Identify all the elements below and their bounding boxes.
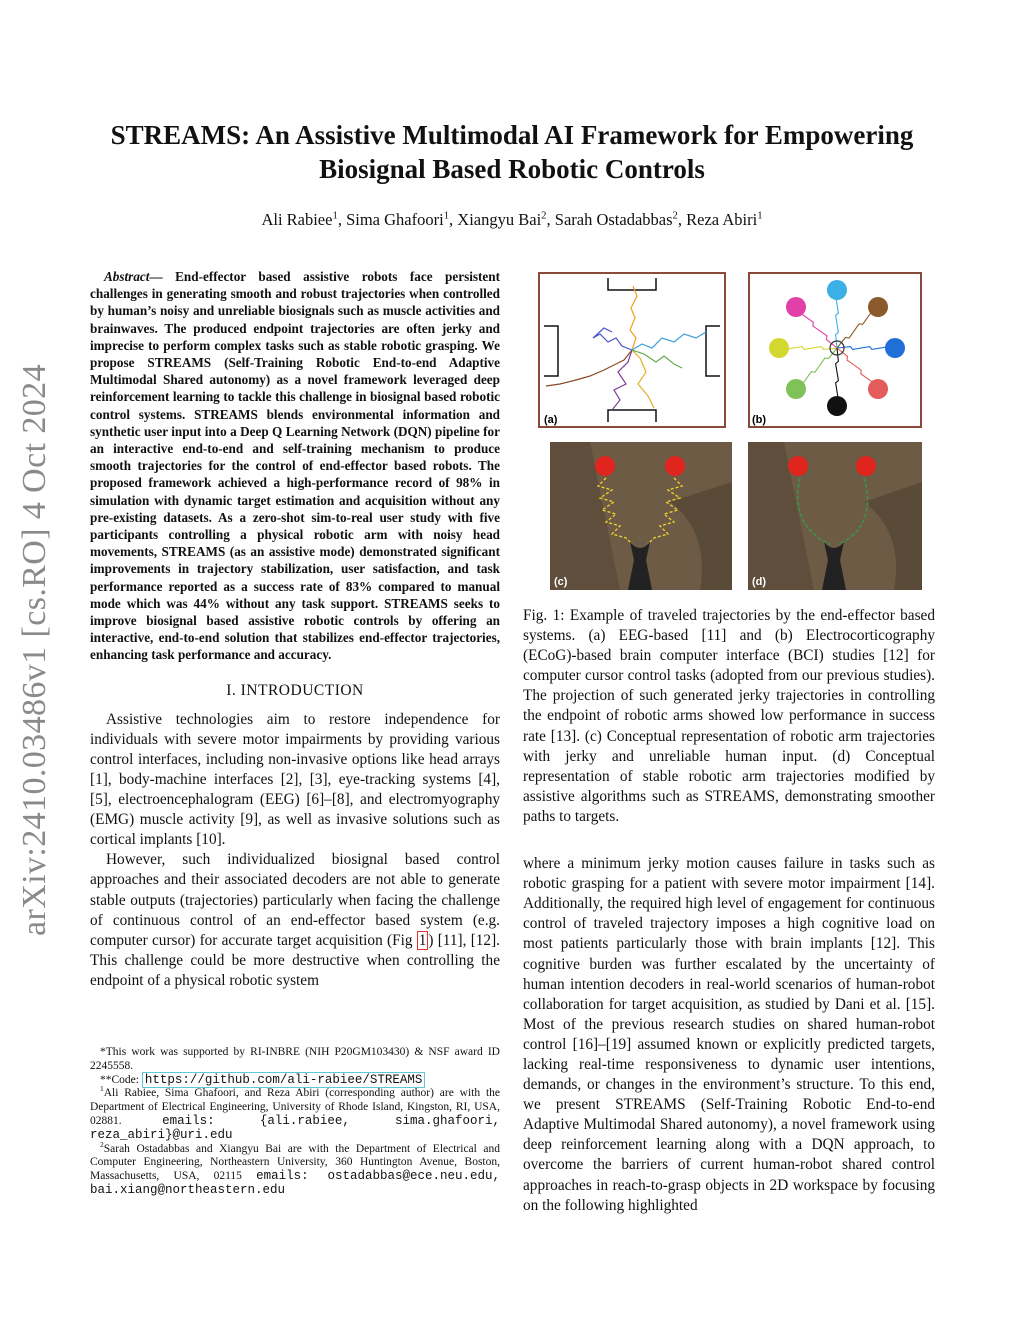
panel-a-label: (a) <box>544 414 558 426</box>
panel-b-ecog-trajectories <box>748 272 922 428</box>
footnote-code: **Code: https://github.com/ali-rabiee/STREAMS <box>90 1074 500 1088</box>
code-link[interactable]: https://github.com/ali-rabiee/STREAMS <box>142 1072 426 1088</box>
panel-b-label: (b) <box>752 414 767 426</box>
panel-c-label: (c) <box>554 576 568 588</box>
author: Reza Abiri$^1$ <box>686 209 763 229</box>
panel-a-eeg-trajectories <box>538 272 726 428</box>
right-column <box>523 606 935 1216</box>
footnote-funding: *This work was supported by RI-INBRE (NIH P20GM103430) & NSF award ID 2245558. <box>90 1046 500 1072</box>
footnote-affiliation-1: $^1$Ali Rabiee, Sima Ghafoori, and Reza Abiri (corresponding author) are with the Department of Electrical Engineering, University of Rhode Island, Kingston, RI, USA, 02881. emails: {ali.rabiee, sima.ghafoori, reza_abiri}@uri.edu <box>90 1084 501 1142</box>
right-column-paragraph: where a minimum jerky motion causes failure in tasks such as robotic grasping for a patient with severe motor impairment [14]. Additionally, the required high level of engagement for continuous control of traveled trajectory imposes a high cognitive load on most patients particularly those with brain implants [12]. This cognitive burden was further escalated by the uncertainty of human intention decoders in real-world scenarios of human-robot collaboration for target acquisition, as studied by Dani et al. [15]. Most of the previous research studies on shared human-robot control [16]–[19] assumed known or explicitly predicted targets, lacking real-time responsiveness to dynamic user intentions, demands, or changes in the environment’s structure. To this end, we present STREAMS (Self-Training Robotic End-to-end Adaptive Multimodal Shared autonomy), a novel framework using deep reinforcement learning along with a DQN approach, to overcome the barriers of current human-robot shared control approaches in reach-to-grasp objects in 2D workspace by focusing on the following highlighted <box>523 855 935 1214</box>
ecog-target-circle <box>885 338 905 358</box>
arxiv-identifier <box>10 360 60 940</box>
footnotes <box>90 1046 500 1198</box>
target-ball-right <box>665 456 685 476</box>
intro-paragraph-2: However, such individualized biosignal based control approaches and their associated decoders are not able to generate stable outputs (trajectories) particularly when facing the challenge of continuous control of an end-effector based system (e.g. computer cursor) for accurate target acquisition (Fig 1 ) [11], [12]. This challenge could be more destructive when controlling the endpoint of a physical robotic system <box>90 851 500 989</box>
ecog-target-circle <box>769 338 789 358</box>
author-list: Ali Rabiee$^1$, Sima Ghafoori$^1$, Xiangyu Bai$^2$, Sarah Ostadabbas$^2$, Reza Abiri$^1$ <box>261 209 763 229</box>
figure-1 <box>538 272 924 592</box>
author: Ali Rabiee$^1$ <box>261 209 338 229</box>
panel-c-jerky-robot-scene <box>550 442 732 590</box>
emails-neu: emails: ostadabbas@ece.neu.edu, bai.xiang@northeastern.edu <box>90 1169 500 1197</box>
figure-caption: Fig. 1: Example of traveled trajectories by the end-effector based systems. (a) EEG-based [11] and (b) Electrocorticography (ECoG)-based brain computer interface (BCI) studies [12] for computer cursor control tasks (adopted from our previous studies). The projection of such generated jerky trajectories in controlling the endpoint of robotic arms showed low performance in success rate [13]. (c) Conceptual representation of robotic arm trajectories with jerky and unreliable human input. (d) Conceptual representation of stable robotic arm trajectories modified by assistive algorithms such as STREAMS, demonstrating smoother paths to targets. <box>523 607 935 825</box>
author: Sima Ghafoori$^1$ <box>346 209 450 229</box>
left-column <box>90 268 500 991</box>
title-line-1: STREAMS: An Assistive Multimodal AI Framework for Empowering <box>110 120 914 150</box>
figure-ref-link[interactable]: 1 <box>418 931 427 949</box>
section-heading-introduction: I. INTRODUCTION <box>226 681 364 699</box>
ecog-target-circle <box>868 379 888 399</box>
title-line-2: Biosignal Based Robotic Controls <box>319 154 705 184</box>
abstract-label: Abstract <box>104 269 150 284</box>
ecog-target-circle <box>827 280 847 300</box>
paper-title <box>80 118 944 186</box>
ecog-target-circle <box>786 379 806 399</box>
abstract <box>90 268 500 664</box>
arxiv-id-text: arXiv:2410.03486v1 [cs.RO] 4 Oct 2024 <box>16 364 53 936</box>
intro-paragraph-1: Assistive technologies aim to restore independence for individuals with severe motor impairments by providing various control interfaces, including non-invasive options like head arrays [1], body-machine interfaces [2], [3], eye-tracking systems [4], [5], electroencephalogram (EEG) [6]–[8], and electromyography (EMG) muscle activity [9], as well as invasive solutions such as cortical implants [10]. <box>90 710 500 849</box>
target-ball-left <box>788 456 808 476</box>
ecog-target-circle <box>786 297 806 317</box>
panel-d-smooth-robot-scene <box>748 442 922 590</box>
ecog-target-circle <box>827 396 847 416</box>
footnote-affiliation-2: $^2$Sarah Ostadabbas and Xiangyu Bai are with the Department of Electrical and Computer Engineering, Northeastern University, 360 Huntington Avenue, Boston, Massachusetts, USA, 02115 emails: ostadabbas@ece.neu.edu, bai.xiang@northeastern.edu <box>90 1139 500 1197</box>
target-ball-left <box>595 456 615 476</box>
author: Xiangyu Bai$^2$ <box>457 209 547 229</box>
panel-d-label: (d) <box>752 576 767 588</box>
abstract-text: — End-effector based assistive robots face persistent challenges in generating smooth and robust trajectories when controlled by human’s noisy and unreliable biosignals such as muscle activities and brainwaves. The produced endpoint trajectories are often jerky and imprecise to perform complex tasks such as stable robotic grasping. We propose STREAMS (Self-Training Robotic End-to-end Adaptive Multimodal Shared autonomy) as a novel framework leveraged deep reinforcement learning to tackle this challenge in biosignal based robotic control systems. STREAMS blends environmental information and synthetic user input into a Deep Q Learning Network (DQN) pipeline for an interactive end-to-end and self-training mechanism to produce smooth trajectories for the control of end-effector based robots. The proposed framework achieved a high-performance record of 98% in simulation with dynamic target estimation and acquisition without any pre-existing datasets. As a zero-shot sim-to-real user study with five participants controlling a physical robotic arm with noisy head movements, STREAMS (as an assistive mode) demonstrated significant improvements in trajectory stabilization, user satisfaction, and task performance reported as a success rate of 83% compared to manual mode which was 44% without any task support. STREAMS seeks to improve biosignal based assistive robotic controls by offering an interactive, end-to-end solution that stabilizes end-effector trajectories, enhancing task performance and accuracy. <box>90 269 500 663</box>
target-ball-right <box>856 456 876 476</box>
ecog-target-circle <box>868 297 888 317</box>
author: Sarah Ostadabbas$^2$ <box>554 209 678 229</box>
emails-uri: emails: {ali.rabiee, sima.ghafoori, reza_abiri}@uri.edu <box>90 1113 501 1142</box>
